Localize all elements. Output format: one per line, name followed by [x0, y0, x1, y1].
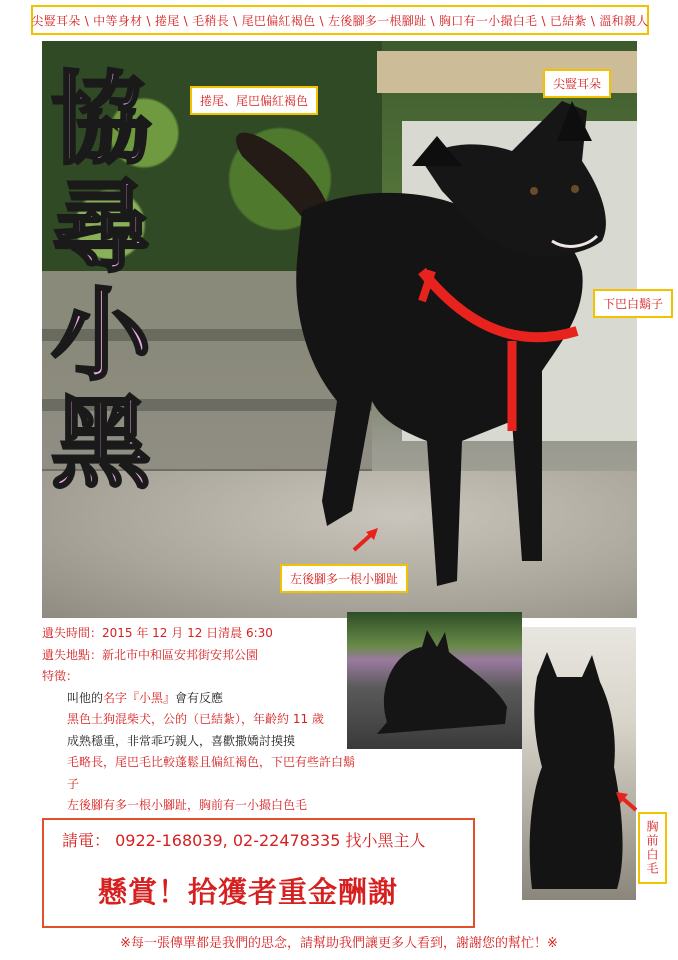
- lost-time: 遺失時間：2015 年 12 月 12 日清晨 6:30: [42, 626, 273, 640]
- feature-temperament: 成熟穩重，非常乖巧親人，喜歡撒嬌討摸摸: [67, 733, 296, 748]
- ears-label: 尖豎耳朵: [543, 69, 611, 98]
- dog-photo-sitting: [522, 627, 636, 900]
- dog-photo-lying: [347, 612, 522, 749]
- feature-fur: 毛略長，尾巴毛比較蓬鬆且偏紅褐色，下巴有些許白鬍子: [67, 755, 356, 791]
- title-char-2: 尋: [51, 169, 151, 286]
- feature-breed: 黑色土狗混柴犬，公的（已結紮），年齡約 11 歲: [67, 712, 324, 726]
- contact-box: [42, 818, 475, 928]
- chest-arrow-icon: [614, 790, 638, 812]
- name-prefix: 叫他的: [67, 690, 104, 705]
- title-char-1: 協: [51, 61, 151, 178]
- feature-toe-chest: 左後腳有多一根小腳趾，胸前有一小撮白色毛: [67, 798, 308, 812]
- tail-label: 捲尾、尾巴偏紅褐色: [190, 86, 318, 115]
- lost-place: 遺失地點：新北市中和區安邦街安邦公園: [42, 647, 259, 662]
- reward-text: 懸賞！拾獲者重金酬謝: [98, 875, 399, 909]
- title-char-4: 黑: [51, 385, 151, 502]
- feature-name-line: [42, 688, 362, 710]
- sitting-dog-silhouette: [522, 627, 636, 900]
- chin-label: 下巴白鬍子: [593, 289, 673, 318]
- footer-note: ※每一張傳單都是我們的思念，請幫助我們讓更多人看到，謝謝您的幫忙！※: [120, 936, 558, 951]
- name-suffix: 會有反應: [175, 690, 224, 705]
- chest-label: 胸前白毛: [638, 812, 667, 884]
- dog-name: 名字『小黑』: [103, 690, 176, 705]
- title-char-3: 小: [51, 277, 151, 394]
- features-label: 特徵：: [42, 669, 79, 683]
- features-banner: 尖豎耳朵 \ 中等身材 \ 捲尾 \ 毛稍長 \ 尾巴偏紅褐色 \ 左後腳多一根腳趾 \ 胸口有一小撮白毛 \ 已結紮 \ 溫和親人: [31, 5, 649, 35]
- info-section: [42, 623, 362, 838]
- poster-title: [46, 61, 156, 502]
- call-line: 請電： 0922-168039, 02-22478335 找小黑主人: [62, 831, 426, 850]
- toe-label: 左後腳多一根小腳趾: [280, 564, 408, 593]
- lying-dog-silhouette: [347, 612, 522, 749]
- toe-arrow-icon: [352, 526, 382, 552]
